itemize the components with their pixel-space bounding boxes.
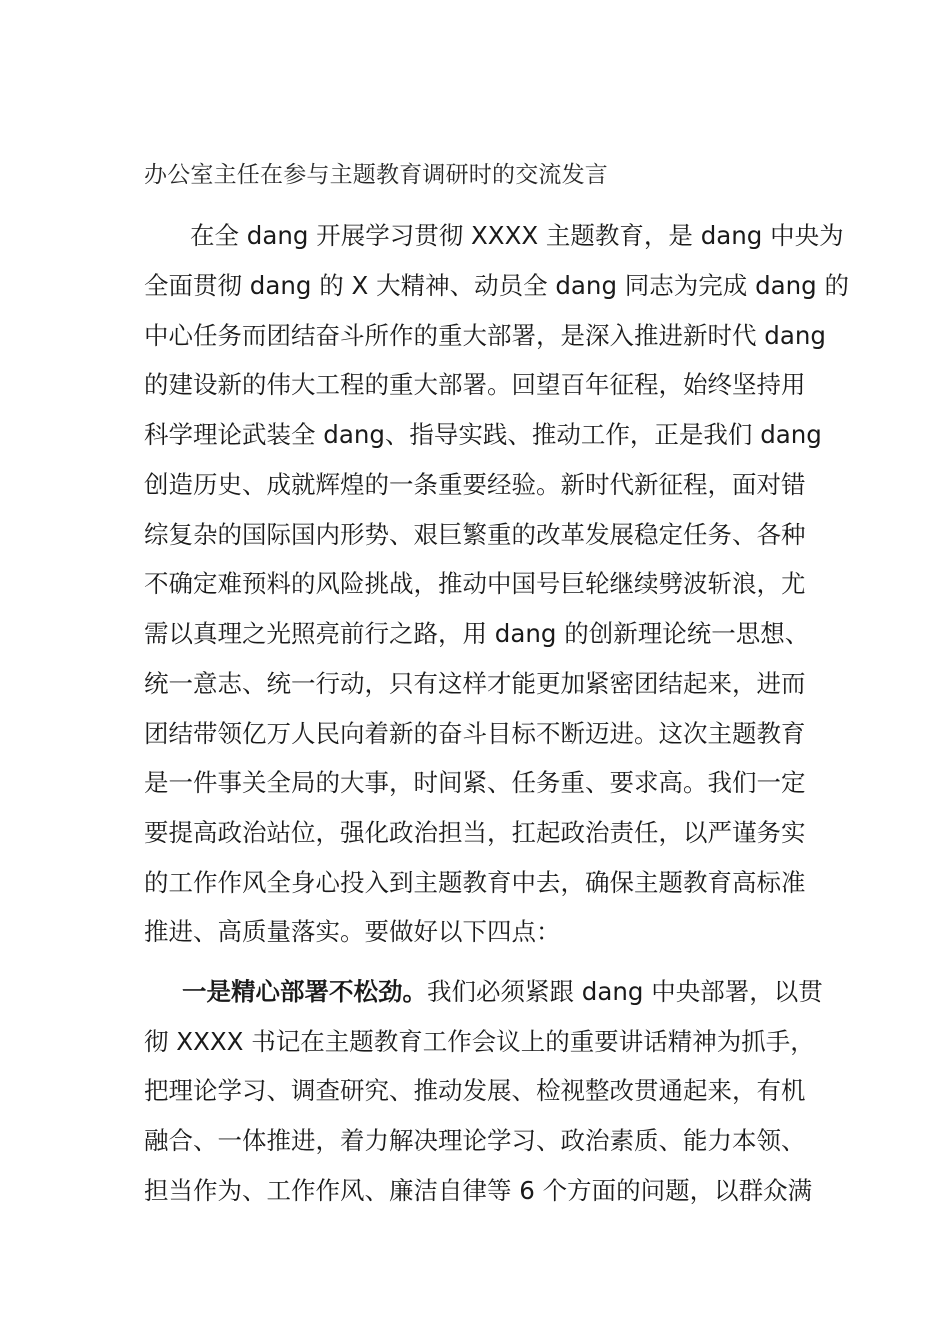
paragraph-1-line-2: 全面贯彻 dang 的 X 大精神、动员全 dang 同志为完成 dang 的 xyxy=(144,271,850,300)
paragraph-1-line-15: 推进、高质量落实。要做好以下四点： xyxy=(144,917,561,946)
paragraph-2-line-1 xyxy=(182,974,823,1010)
paragraph-1-line-7: 综复杂的国际国内形势、艰巨繁重的改革发展稳定任务、各种 xyxy=(144,520,806,549)
paragraph-1-line-8: 不确定难预料的风险挑战，推动中国号巨轮继续劈波斩浪，尤 xyxy=(144,569,806,598)
paragraph-2-line-5: 担当作为、工作作风、廉洁自律等 6 个方面的问题，以群众满 xyxy=(144,1176,813,1205)
paragraph-1-line-12: 是一件事关全局的大事，时间紧、任务重、要求高。我们一定 xyxy=(144,768,806,797)
paragraph-1-line-4: 的建设新的伟大工程的重大部署。回望百年征程，始终坚持用 xyxy=(144,370,806,399)
paragraph-1-line-14: 的工作作风全身心投入到主题教育中去，确保主题教育高标准 xyxy=(144,868,806,897)
paragraph-1-line-3: 中心任务而团结奋斗所作的重大部署，是深入推进新时代 dang xyxy=(144,321,826,350)
paragraph-2-bold-lead: 一是精心部署不松劲。 xyxy=(182,977,427,1006)
paragraph-1-line-11: 团结带领亿万人民向着新的奋斗目标不断迈进。这次主题教育 xyxy=(144,719,806,748)
paragraph-1-line-1: 在全 dang 开展学习贯彻 XXXX 主题教育，是 dang 中央为 xyxy=(190,221,844,250)
paragraph-2-line-4: 融合、一体推进，着力解决理论学习、政治素质、能力本领、 xyxy=(144,1126,806,1155)
paragraph-1-line-5: 科学理论武装全 dang、指导实践、推动工作，正是我们 dang xyxy=(144,420,822,449)
paragraph-1-line-9: 需以真理之光照亮前行之路，用 dang 的创新理论统一思想、 xyxy=(144,619,810,648)
document-title: 办公室主任在参与主题教育调研时的交流发言 xyxy=(144,162,608,188)
paragraph-1-line-6: 创造历史、成就辉煌的一条重要经验。新时代新征程，面对错 xyxy=(144,470,806,499)
paragraph-2-first-rest: 我们必须紧跟 dang 中央部署，以贯 xyxy=(427,977,823,1006)
paragraph-1-line-13: 要提高政治站位，强化政治担当，扛起政治责任，以严谨务实 xyxy=(144,818,806,847)
paragraph-2-line-2: 彻 XXXX 书记在主题教育工作会议上的重要讲话精神为抓手， xyxy=(144,1027,815,1056)
paragraph-1-line-10: 统一意志、统一行动，只有这样才能更加紧密团结起来，进而 xyxy=(144,669,806,698)
paragraph-2-line-3: 把理论学习、调查研究、推动发展、检视整改贯通起来，有机 xyxy=(144,1076,806,1105)
